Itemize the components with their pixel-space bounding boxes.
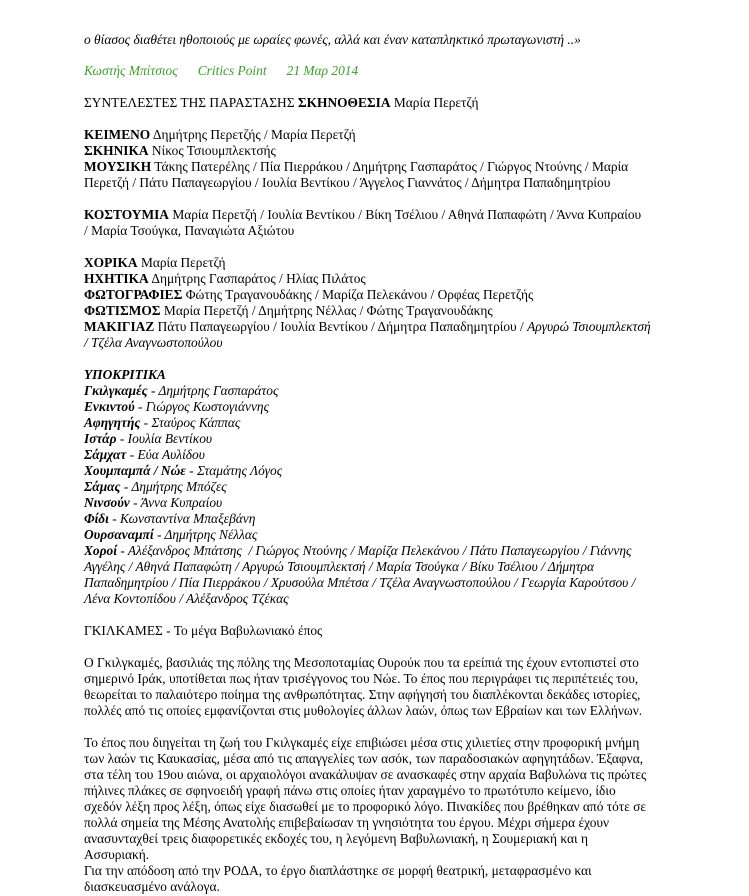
cast-row xyxy=(84,463,282,479)
paragraph-line: Το έπος που διηγείται τη ζωή του Γκιλγκαμές είχε επιβιώσει μέσα στις χιλιετίες στην προφορική μνήμη xyxy=(84,735,640,750)
cast-role: Χουμπαμπά / Νώε xyxy=(84,463,186,478)
cast-role: Γκιλγκαμές xyxy=(84,383,148,398)
credit-makigiaz xyxy=(84,319,651,335)
cast-actor: - Κωνσταντίνα Μπαξεβάνη xyxy=(112,511,256,526)
byline-author: Κωστής Μπίτσιος xyxy=(84,63,178,78)
credit-label: ΜΑΚΙΓΙΑΖ xyxy=(84,319,155,334)
paragraph-line: των λαών τις Καυκασίας, μέσα από τις απαγγελίες των ασόκ, των παραδοσιακών αφηγητάδων. Έξαφνα, xyxy=(84,751,644,766)
paragraph-line: διασκευασμένο ανάλογα. xyxy=(84,879,220,894)
chorus-line xyxy=(84,543,631,559)
paragraph-line: Ο Γκιλγκαμές, βασιλιάς της πόλης της Μεσοποταμίας Ουρούκ που τα ερείπιά της έχουν εντοπιστεί στο xyxy=(84,655,639,670)
cast-actor: - Δημήτρης Μπόζες xyxy=(123,479,227,494)
credit-value: Δημήτρης Γασπαράτος / Ηλίας Πιλάτος xyxy=(151,271,366,286)
byline-date: 21 Μαρ 2014 xyxy=(286,63,359,78)
cast-header: ΥΠΟΚΡΙΤΙΚΑ xyxy=(84,367,166,382)
cast-role: Ιστάρ xyxy=(84,431,117,446)
credit-mousiki xyxy=(84,159,628,175)
cast-actor: - Δημήτρης Γασπαράτος xyxy=(150,383,279,398)
credit-label: ΚΕΙΜΕΝΟ xyxy=(84,127,151,142)
byline-outlet: Critics Point xyxy=(197,63,267,78)
cast-row xyxy=(84,527,257,543)
paragraph-line: πολλά σημεία της Μέσης Ανατολής επιβεβαίωσαν τη γνησιότητα του έργου. Μέχρι σήμερα έχουν xyxy=(84,815,610,830)
director-value: Μαρία Περετζή xyxy=(393,95,479,110)
cast-actor: - Γιώργος Κωστογιάννης xyxy=(138,399,270,414)
credits-header xyxy=(84,95,478,111)
cast-role: Ουρσαναμπί xyxy=(84,527,154,542)
credit-label: ΦΩΤΟΓΡΑΦΙΕΣ xyxy=(84,287,183,302)
director-label: ΣΚΗΝΟΘΕΣΙΑ xyxy=(297,95,391,110)
paragraph-line: πήλινες πλάκες σε σφηνοειδή γραφή πάνω στις οποίες ήταν χαραγμένο το πρωτότυπο κείμενο, ίδιο xyxy=(84,783,616,798)
cast-role: Αφηγητής xyxy=(84,415,141,430)
cast-role: Σάμας xyxy=(84,479,121,494)
paragraph-line: Για την απόδοση από την ΡΟΔΑ, το έργο διαπλάστηκε σε μορφή θεατρική, μεταφρασμένο και xyxy=(84,863,592,878)
chorus-role: Χοροί xyxy=(84,543,117,558)
chorus-text: - Αλέξανδρος Μπάτσης / Γιώργος Ντούνης / Μαρίζα Πελεκάνου / Πάτυ Παπαγεωργίου / Γιάννης xyxy=(120,543,632,558)
cast-actor: - Άννα Κυπραίου xyxy=(133,495,223,510)
paragraph-line: ανασυνταχθεί τρεις διαφορετικές εκδοχές του, η λεγόμενη Βαβυλωνιακή, η Σουμεριακή και η xyxy=(84,831,588,846)
credit-fotismos xyxy=(84,303,493,319)
credit-skinika xyxy=(84,143,276,159)
paragraph-line: Ασσυριακή. xyxy=(84,847,150,862)
paragraph-line: στα τέλη του 19ου αιώνα, οι αρχαιολόγοι ανακάλυψαν σε ανασκαφές στην αρχαία Βαβυλώνα τις πρώτες xyxy=(84,767,647,782)
cast-row xyxy=(84,399,269,415)
cast-row xyxy=(84,415,240,431)
paragraph-line: θεωρείται το παλαιότερο ποίημα της ανθρωπότητας. Στην αφήγησή του διαπλέκονται δεκάδες ιστορίες, xyxy=(84,687,641,702)
cast-actor: - Σταμάτης Λόγος xyxy=(189,463,283,478)
cast-row xyxy=(84,479,227,495)
credit-xorika xyxy=(84,255,226,271)
credit-label: ΜΟΥΣΙΚΗ xyxy=(84,159,152,174)
cast-actor: - Σταύρος Κάππας xyxy=(143,415,241,430)
chorus-line: Παπαδημητρίου / Πία Πιερράκου / Χρυσούλα Μπέτσα / Τζέλα Αναγνωστοπούλου / Γεωργία Καρούτσου / xyxy=(84,575,636,590)
paragraph-line: πολλές από τις οποίες εμφανίζονται στις μυθολογίες άλλων λαών, όπως των Εβραίων και των Ελλήνων. xyxy=(84,703,643,718)
review-byline xyxy=(84,63,358,79)
review-quote: ο θίασος διαθέτει ηθοποιούς με ωραίες φωνές, αλλά και έναν καταπληκτικό πρωταγωνιστή ..» xyxy=(84,32,581,47)
paragraph-line: σημερινό Ιράκ, υποτίθεται πως ήταν τρισέγγονος του Νώε. Το έπος που περιγράφει τις περιπέτειές του, xyxy=(84,671,639,686)
credit-mousiki-cont: Περετζή / Πάτυ Παπαγεωργίου / Ιουλία Βεντίκου / Άγγελος Γιαννάτος / Δήμητρα Παπαδημητρίου xyxy=(84,175,611,190)
credit-value: Τάκης Πατερέλης / Πία Πιερράκου / Δημήτρης Γασπαράτος / Γιώργος Ντούνης / Μαρία xyxy=(154,159,629,174)
credits-header-prefix: ΣΥΝΤΕΛΕΣΤΕΣ ΤΗΣ ΠΑΡΑΣΤΑΣΗΣ xyxy=(84,95,295,110)
cast-role: Νινσούν xyxy=(84,495,130,510)
cast-actor: - Εύα Αυλίδου xyxy=(129,447,205,462)
paragraph-line: σχεδόν λέξη προς λέξη, όπως είχε διασωθεί με το προφορικό λόγο. Πινακίδες που βρέθηκαν από τότε σε xyxy=(84,799,647,814)
cast-row xyxy=(84,447,205,463)
credit-ixitika xyxy=(84,271,366,287)
credit-fotografies xyxy=(84,287,533,303)
credit-value-italic: Αργυρώ Τσιουμπλεκτσή xyxy=(527,319,651,334)
credit-label: ΧΟΡΙΚΑ xyxy=(84,255,138,270)
cast-role: Ενκιντού xyxy=(84,399,135,414)
credit-label: ΚΟΣΤΟΥΜΙΑ xyxy=(84,207,169,222)
section-title: ΓΚΙΛΚΑΜΕΣ - Το μέγα Βαβυλωνιακό έπος xyxy=(84,623,323,638)
credit-label: ΗΧΗΤΙΚΑ xyxy=(84,271,149,286)
credit-value: Φώτης Τραγανουδάκης / Μαρίζα Πελεκάνου / Ορφέας Περετζής xyxy=(185,287,534,302)
cast-actor: - Ιουλία Βεντίκου xyxy=(119,431,213,446)
credit-keimeno xyxy=(84,127,356,143)
credit-label: ΦΩΤΙΣΜΟΣ xyxy=(84,303,161,318)
chorus-line: Αγγέλης / Αθηνά Παπαφώτη / Αργυρώ Τσιουμπλεκτσή / Μαρία Τσούγκα / Βίκυ Τσέλιου / Δήμητρα xyxy=(84,559,595,574)
cast-row xyxy=(84,495,222,511)
cast-row xyxy=(84,431,212,447)
credit-value: Πάτυ Παπαγεωργίου / Ιουλία Βεντίκου / Δήμητρα Παπαδημητρίου / xyxy=(157,319,524,334)
credit-makigiaz-cont: / Τζέλα Αναγνωστοπούλου xyxy=(84,335,223,350)
credit-value: Μαρία Περετζή / Ιουλία Βεντίκου / Βίκη Τσέλιου / Αθηνά Παπαφώτη / Άννα Κυπραίου xyxy=(172,207,642,222)
cast-role: Σάμχατ xyxy=(84,447,127,462)
credit-kostoumia xyxy=(84,207,641,223)
credit-value: Μαρία Περετζή / Δημήτρης Νέλλας / Φώτης Τραγανουδάκης xyxy=(163,303,493,318)
credit-value: Μαρία Περετζή xyxy=(140,255,226,270)
cast-role: Φίδι xyxy=(84,511,109,526)
cast-row xyxy=(84,511,255,527)
credit-value: Νίκος Τσιουμπλεκτσής xyxy=(151,143,276,158)
cast-actor: - Δημήτρης Νέλλας xyxy=(156,527,258,542)
credit-value: Δημήτρης Περετζής / Μαρία Περετζή xyxy=(152,127,356,142)
cast-row xyxy=(84,383,278,399)
chorus-line: Λένα Κοντοπίδου / Αλέξανδρος Τζέκας xyxy=(84,591,289,606)
credit-label: ΣΚΗΝΙΚΑ xyxy=(84,143,149,158)
credit-kostoumia-cont: / Μαρία Τσούγκα, Παναγιώτα Αξιώτου xyxy=(84,223,295,238)
